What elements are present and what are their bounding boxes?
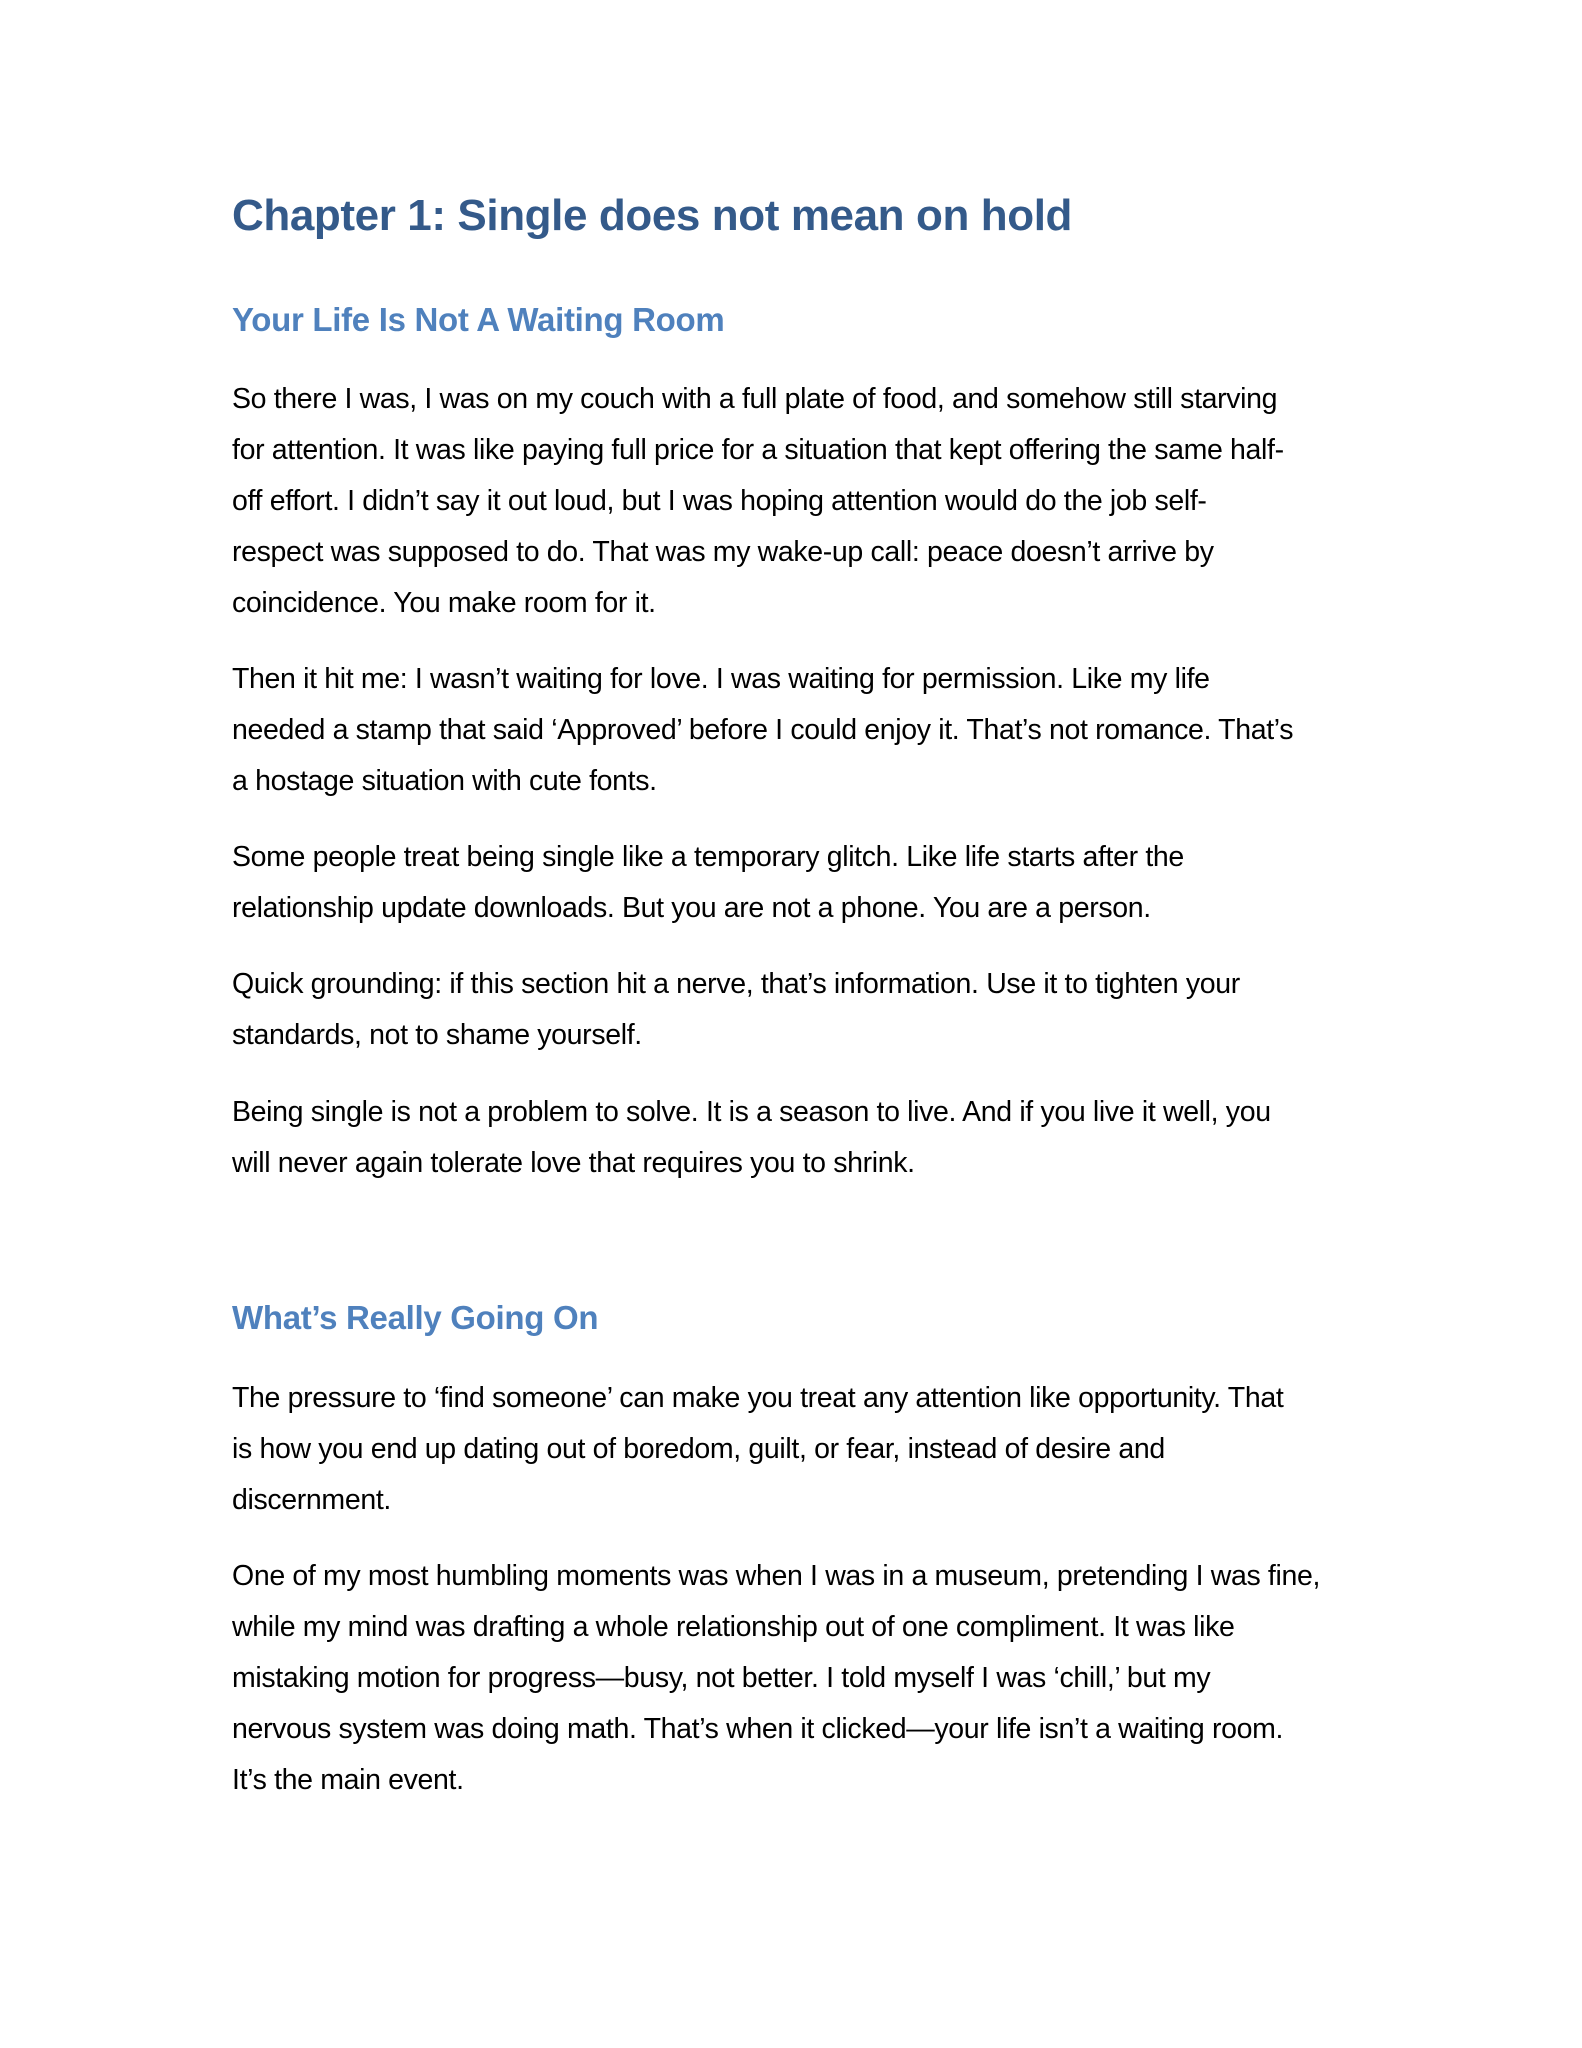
text-line: relationship update downloads. But you are not a phone. You are a person. [232, 892, 1151, 924]
section-heading-waiting-room: Your Life Is Not A Waiting Room [232, 301, 725, 338]
text-line: nervous system was doing math. That’s when it clicked—your life isn’t a waiting room. [232, 1713, 1284, 1745]
text-line: One of my most humbling moments was when I was in a museum, pretending I was fine, [232, 1560, 1321, 1592]
text-line: off effort. I didn’t say it out loud, but I was hoping attention would do the job self- [232, 485, 1207, 517]
paragraph [232, 374, 1357, 629]
text-line: Some people treat being single like a temporary glitch. Like life starts after the [232, 841, 1184, 873]
text-line: Being single is not a problem to solve. It is a season to live. And if you live it well, you [232, 1096, 1271, 1128]
text-line: It’s the main event. [232, 1764, 464, 1796]
text-line: Quick grounding: if this section hit a nerve, that’s information. Use it to tighten your [232, 968, 1240, 1000]
chapter-title: Chapter 1: Single does not mean on hold [232, 191, 1073, 240]
paragraph [232, 959, 1357, 1061]
text-line: for attention. It was like paying full price for a situation that kept offering the same half- [232, 434, 1284, 466]
document-page [232, 0, 1362, 2048]
text-line: respect was supposed to do. That was my wake-up call: peace doesn’t arrive by [232, 536, 1214, 568]
section-heading-whats-going-on: What’s Really Going On [232, 1299, 599, 1336]
paragraph [232, 1087, 1357, 1189]
text-line: So there I was, I was on my couch with a full plate of food, and somehow still starving [232, 383, 1278, 415]
text-line: discernment. [232, 1484, 391, 1516]
text-line: needed a stamp that said ‘Approved’ before I could enjoy it. That’s not romance. That’s [232, 714, 1294, 746]
text-line: while my mind was drafting a whole relationship out of one compliment. It was like [232, 1611, 1235, 1643]
paragraph [232, 654, 1357, 807]
text-line: The pressure to ‘find someone’ can make you treat any attention like opportunity. That [232, 1382, 1284, 1414]
text-line: standards, not to shame yourself. [232, 1019, 642, 1051]
text-line: a hostage situation with cute fonts. [232, 765, 657, 797]
paragraph [232, 832, 1357, 934]
paragraph [232, 1551, 1357, 1806]
paragraph [232, 1373, 1357, 1526]
text-line: is how you end up dating out of boredom, guilt, or fear, instead of desire and [232, 1433, 1165, 1465]
text-line: Then it hit me: I wasn’t waiting for love. I was waiting for permission. Like my life [232, 663, 1210, 695]
text-line: will never again tolerate love that requires you to shrink. [232, 1147, 915, 1179]
text-line: coincidence. You make room for it. [232, 587, 656, 619]
text-line: mistaking motion for progress—busy, not better. I told myself I was ‘chill,’ but my [232, 1662, 1211, 1694]
